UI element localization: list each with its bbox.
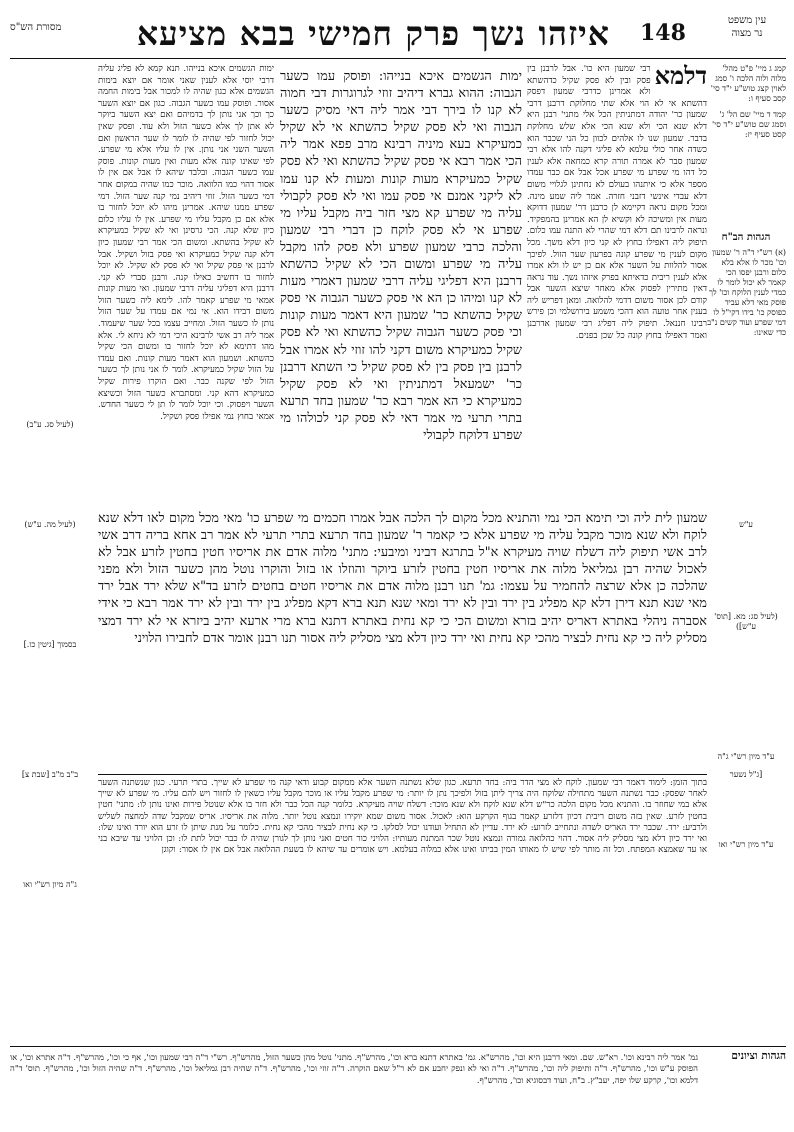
- tosafot-column: [527, 64, 707, 504]
- right-margin-note: [ג"ל נשער: [729, 770, 763, 779]
- gemara-main-full: [98, 510, 707, 772]
- ein-mishpat-box: [706, 64, 786, 214]
- page-title: איזהו נשך פרק חמישי בבא מציעא: [136, 14, 610, 53]
- header-rule: [10, 58, 786, 59]
- ein-mishpat-entry: קמג ג מיי' פ"ט מהל' מלוה ולוה הלכה ו' סמג לאוין קצג טוש"ע י"ד סי' קסב סעיף ו:: [710, 64, 786, 103]
- footer-title: הגהות וציונים: [731, 1050, 786, 1062]
- right-margin-note: ע"ש: [739, 520, 753, 529]
- rashi-text: ימות הגשמים איכא בנייהו. תנא קמא לא פליג עליה דרבי יוסי אלא לענין שאני אומר אם יוצא בימות הגשמים אלא כגון שהיה לו למכור אבל בימות החמה אסור. ופוסק עמו כשער הגבוה. כגון אם יוצא השער כך וכך אני נותן לך בדמיהם ואם יצא השער ביוקר לא אתן לך אלא כשער הזול ולא עוד. ופסק שאין יכול לחזור לפי שהיה לו לומר לו שער הראשון ואם השער השני אני נותן. אין לו עליו אלא מי שפרע. לפי שאינו קונה אלא מעות ואין מעות קונות. פוסק עמו כשער הגבוה. ובלבד שיהא לו אבל אם אין לו אסור דהוי כמו הלוואה. מוכר כמו שהיה במקום אחר דמי כשער הזול. זוזי דיהיב נמי קנה שער הזול. דמי שפרע ממנו שיהא. אמרינן מיהו לא יוכל לחזור בו אלא אם כן מקבל עליו מי שפרע. אין לו עליו כלום כיון שלא קנה. הכי גרסינן ואי לא שקיל כמעיקרא לא שקיל בהשתא. ומשום הכי אמר רבי שמעון כיון דלא קנה שקיל כמעיקרא ואי פסק בזול ושקיל. אבל לרבנן אי פסק שקיל ואי לא פסק לא שקיל. לא יוכל לחזור בו דחשיב כאילו קנה. ורבנן סברי לא קני. דרבנן היא דפליגי עליה דרבי שמעון. ואי מעות קונות אמאי מי שפרע קאמר להו. לימא ליה כשער הזול משום דבידו הוא. אי נמי אם עמדו על שער הזול נותן לו כשער הזול. ומחייב עצמו בכל שער שיעמוד. אמר ליה רב אשי לרבינא היכי דמי לא ניחא לי. אלא מהו דתימא לא יוכל לחזור בו ומשום הכי שקיל כהשתא. ושמעון הוא דאמר מעות קונות. ואם עמדו על הזול שקיל כמעיקרא. לומר לו אני נותן לך כשער הזול לפי שקנה כבר. ואם הוקרו פירות שקיל כמעיקרא דהא קני. ומסתברא כשער הזול וכשיצא השער ויפסוק. וכי יוכל לומר לו תן לי כשער החדש. אמאי בחוץ נמי אפילו פסק ושקיל.: [98, 64, 274, 422]
- rashi-column: [98, 64, 274, 504]
- right-margin-note: ע"ד מיון רש"י ואו: [718, 840, 774, 849]
- bottom-rashi-text: בתוך הזמן: לימוד דאמר רבי שמעון. לוקח לא מצי הדר ביה: בחד תרעא. כגון שלא נשתנה השער אלא ממקום קבוע ודאי קנה מי שפרע לא שייך. בתרי תרעי. כגון שנשתנה השער לאחר שפסק: כבר נשתנה השער מתחילה שלוקח היה צריך ליתן בזול ולפיכך נתן לו יותר: מי שפרע מקבל עליו או מוכר מקבל עליו כשאין לו לחזור ויש להם עליו. מי שפרע לא שייך אלא במי שחוזר בו. והתניא מכל מקום הלכה כר"ש דלא שנא לוקח ולא שנא מוכר: דשלח שויה מעיקרא. כלומר קנה הכל כבר ולא חזר בו אלא שנוטל פירות ואינו נותן לו: מתני' חטין בחטין לזרע. שאין בזה משום ריבית דכיון דלזרע קאמר בגוף הקרקע הוא: לאכול. אסור משום שמא יוקירו ונמצא נוטל יותר. מלוה את אריסיו. אריס שמקבל שדה למחצה לשליש ולרביע: ירד. שכבר ירד האריס לשדה ונתחייב לזרוע: לא ירד. עדיין לא התחיל ועודנו יכול לסלקו. כי קא נחית לבציר מהכי קא נחית. כלומר על מנת שיתן לו זרע הוא יורד ואינו שלו: ואי ירד כיון דלא מצי מסליק ליה אסור. דהוי כהלואה גמורה ונמצא נוטל שכר המתנת מעותיו: הלויני כור חטים ואני נותן לך לגורן שהיה לו כבר יכול לתת לו: וכן הלויני עד שיבא בני או עד שאמצא המפתח. וכל זה מותר לפי שיש לו מאותו המין בביתו ואינו אלא כמלוה בעלמא. ויש אומרים עד שיהא לו בשעת ההלואה אבל אם אין לו אסור: וקוגן: [98, 778, 707, 856]
- footer-rule: [10, 1046, 786, 1047]
- lead-word: דלמא: [654, 64, 707, 90]
- masoret-hashas-header: מסורת הש"ס: [10, 22, 62, 33]
- left-margin-note: (לעיל סג. ע"ב): [26, 420, 74, 429]
- left-margin-note: (לעיל מה. ע"ש): [24, 520, 76, 529]
- gemara-text-full: שמעון לית ליה וכי תימא הכי נמי והתניא מכל מקום לך הלכה אבל אמרו חכמים מי שפרע כו' מאי מכל מקום לאו דלא שנא לוקח ולא שנא מוכר מקבל עליה מי שפרע אלא כי קאמר ר' שמעון בחד תרעא בתרי תרעי לא אמר רב אחא בריה דרב אשי לרב אשי תיפוק ליה דשלח שויה מעיקרא א"ל בתרגא דביני ומיבעי: מתני' מלוה אדם את אריסיו חטין בחטין לזרע אבל לא לאכול שהיה רבן גמליאל מלוה את אריסיו חטין בחטין לזרע ביוקר והוזלו או בזול והוקרו נוטל מהן כשער הזול ולא מפני שהלכה כן אלא שרצה להחמיר על עצמו: גמ' תנו רבנן מלוה אדם את אריסיו חטים בחטים לזרע בד"א שלא ירד אבל ירד מאי שנא תנא דירן דלא קא מפליג בין ירד ובין לא ירד ומאי שנא תנא ברא דקא מפליג בין ירד ובין לא ירד אמר רבא כי אידי אסברה ניהלי באתרא דאריס יהיב בזרא ומשום הכי כי קא נחית באתרא דתנא ברא מרי ארעא יהיב ביזרא אי לא ירד דמצי מסליק ליה כי קא נחית לבציר מהכי קא נחית ואי ירד כיון דלא מצי מסליק ליה אסור תנו רבנן אומר אדם לחבירו הלויני: [98, 511, 707, 646]
- right-margin-note: (לעיל סג: מא. [תוס' ע"ש]): [714, 612, 778, 631]
- ein-mishpat-entry: קמד ד מיי' שם הל' ג' וסמג שם טוש"ע י"ד סי' קסט סעיף יז:: [711, 110, 786, 139]
- gloss-text: (א) רש"י ד"ה ר' שמעון וכו' מכר לו אלא בלא כלום ורבנן יפסו הכי קאמר לא יכול לומר לו כמדי לענין הלוקח וכו' לך פוסק מאי דלא עביד כפוסק כו' בידו דקי"ל לו דמי שפרע ועוד קשים נ"ב כדי שאינו:: [707, 248, 786, 337]
- gemara-text-top: ימות הגשמים איכא בנייהו: ופוסק עמו כשער הגבוה: ההוא גברא דיהיב זוזי לגרוגרות דבי חמוה לא קנו לו בירך דבי אמר ליה דאי מסיק כשער הגבוה ואי לא פסק שקיל כהשתא אי לא שקיל כמעיקרא בעא מיניה רבינא מרב פפא אמר ליה הכי אמר רבא אי פסק שקיל כהשתא ואי לא פסק שקיל כמעיקרא מעות קונות ומעות לא קנו עמו לא ליקני אמנם אי פסק עמו ואי לא פסק לקבולי עליה מי שפרע קא מצי חזר ביה מקבל עליו מי שפרע אי לא פסק לוקח כן דברי רבי שמעון והלכה כרבי שמעון שפרע ולא פסק להו מקבל עליה מי שפרע ומשום הכי לא שקיל כהשתא דרבנן היא דפליגי עליה דרבי שמעון דאמרי מעות לא קנו ומיהו כן הא אי פסק כשער הגבוה אי פסק שקיל כהשתא כר' שמעון היא דאמר מעות קונות וכי פסק כשער הגבוה שקיל כהשתא ואי לא פסק שקיל כמעיקרא משום דקני להו זוזי לא אמרו אבל לרבנן בין פסק בין לא פסק שקיל כי השתא דרבנן כר' ישמעאל דמתניתין ואי לא פסק שקיל כמעיקרא כי הא אמר רבא כר' שמעון בחד תרעא בתרי תרעי מי אמר דאי לא פסק קני לכולהו מי שפרע דלוקח לקבולי: [280, 69, 522, 443]
- tosafot-text: רבי שמעון היא כו'. אבל לרבנן בין פסק ובין לא פסק שקיל כדהשתא ולא אמרינן כדרבי שמעון דפסק דהשתא אי לא הוי אלא שתי מחלוקת דרבנן דרבי שמעון כר' יהודה דמתניתין הכל אלי מתני' רבנן היא דלא שנא הכי ולא שנא הכי אלא שלש מחלוקת בדבר. שמעון שנו לו אלהים לכוון כל הני שכבר הוא כשדה אחר כולי עלמא לא פליגי דקנה להו אלא רבי שמעון סבר לא אמרה תורה קרא כמחאה אלא לענין כל דהו מי שפרע מי שפרע אכל אבל אם כבר עמדו מספר אלא כי איתנהו בעולם לא נחתינן לגלויי משום דלא עבדי אינשי דזבני חזרה. אמר ליה שמע מינה. ומכל מקום נראה דקיימא לן כרבנן דר' שמעון דדוקא מעות אין ומשיכה לא וקשיא לן הא אמרינן בהמפקיד. ונראה לרבינו תם דלא דמי שהרי לא התנה עמו כלום. תיפוק ליה דאפילו בחוץ לא קני כיון דלא משך. מכל מקום לענין מי שפרע קונה בפרעון שער הזול. לפיכך אסור להלוות על השער אלא אם כן יש לו ולא אמרו אלא לענין ריבית כדאיתא בפרק איזהו נשך. עוד נראה דאין מתירין לפסוק אלא מאחר שיצא השער אבל קודם לכן אסור משום דדמי להלואה. ומאן דפריש ליה בענין אחר טועה הוא דהכי משמע בירושלמי וכן פירש רבינו חננאל. תיפוק ליה דפליג רבי שמעון אדרבנן ואמר דאפילו בחוץ קונה כל שכן בפנים.: [527, 64, 707, 341]
- gloss-title: הגהות הב"ח: [721, 232, 771, 243]
- page-number: 148: [640, 20, 686, 46]
- left-margin-note: ג"ה מיון רש"י ואו: [23, 880, 77, 889]
- section-rule: [98, 774, 707, 775]
- right-margin-note: ע"ד מיון רש"י ג"ה: [717, 752, 775, 761]
- ein-mishpat-header: עין משפט נר מצוה: [727, 15, 767, 39]
- footer-text: גמ' אמר ליה רבינא וכו'. רא"ש. שם. ומאי דרבנן היא וכו', מהרש"א. גמ' באתרא דתנא ברא וכו', מהרש"ף. מתני' נוטל מהן כשער הזול, מהרש"ף. רש"י ד"ה רבי שמעון וכו', אף כי וכו', מהרש"ף. ד"ה אתרא וכו', או הפוסק ע"ש וכו', מהרש"ף. ד"ה ותיפוק ליה וכו', מהרש"ף. ד"ה ואי לא ונפק יחבע אם לא ר"ל שאם הוקרה. ד"ה זוזי וכו', מהרש"ף. ד"ה שהיה רבן גמליאל וכו', מהרש"ף. ד"ה שהיה הזול וכו', מהרש"ף. תוס' ד"ה דלמא וכו', קרקע שלו יפה, יעב"ץ. ב"ח, ועוד דבסוגיא וכו', מהרש"ף.: [10, 1052, 698, 1085]
- bottom-rashi-block: [98, 778, 707, 1040]
- left-margin-note: בסמוך [גיטין כו.]: [23, 640, 77, 649]
- gemara-main-top: [280, 68, 522, 504]
- left-margin-note: ב"ב מ"ב [שבת צ]: [21, 770, 79, 779]
